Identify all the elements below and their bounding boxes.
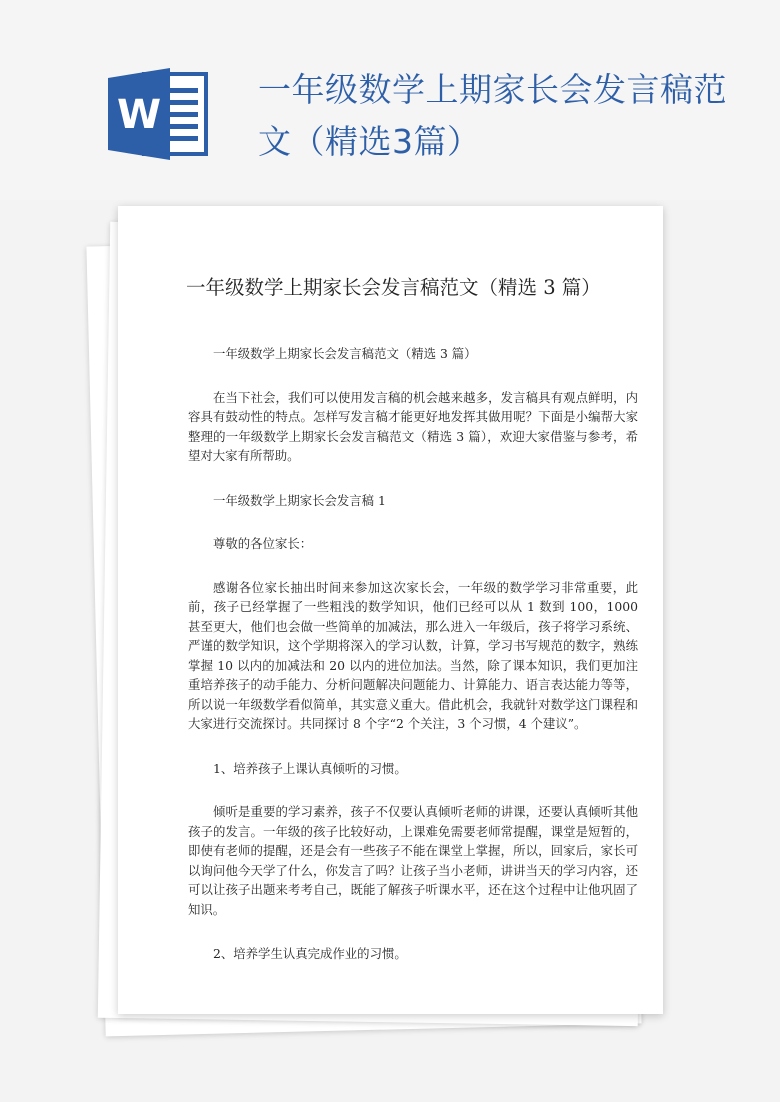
document-body xyxy=(188,344,638,988)
paragraph-point-heading: 1、培养孩子上课认真倾听的习惯。 xyxy=(213,760,407,776)
svg-text:W: W xyxy=(116,92,162,138)
paragraph-section-heading: 一年级数学上期家长会发言稿 1 xyxy=(213,492,386,508)
document-page xyxy=(118,206,663,1014)
paragraph-intro: 在当下社会，我们可以使用发言稿的机会越来越多，发言稿具有观点鲜明，内容具有鼓动性的特点。怎样写发言稿才能更好地发挥其做用呢？下面是小编帮大家整理的一年级数学上期家长会发言稿范文（精选 3 篇），欢迎大家借鉴与参考，希望对大家有所帮助。 xyxy=(188,389,638,463)
header-title: 一年级数学上期家长会发言稿范文（精选3篇） xyxy=(258,70,727,161)
header-bar xyxy=(0,0,780,200)
paragraph-body: 感谢各位家长抽出时间来参加这次家长会，一年级的数学学习非常重要，此前，孩子已经掌握了一些粗浅的数学知识，他们已经可以从 1 数到 100，1000 甚至更大，他们也会做一些简单的加减法，那么进入一年级后，孩子将学习系统、严谨的数学知识，这个学期将深入的学习认数，计算，学习书写规范的数字，熟练掌握 10 以内的加减法和 20 以内的进位加法。当然，除了课本知识，我们更加注重培养孩子的动手能力、分析问题解决问题能力、计算能力、语言表达能力等等，所以说一年级数学看似简单，其实意义重大。借此机会，我就针对数学这门课程和大家进行交流探讨。共同探讨 8 个字“2 个关注，3 个习惯，4 个建议”。 xyxy=(188,579,638,731)
paragraph-point-heading: 2、培养学生认真完成作业的习惯。 xyxy=(213,946,407,961)
paragraph-body: 倾听是重要的学习素养，孩子不仅要认真倾听老师的讲课，还要认真倾听其他孩子的发言。一年级的孩子比较好动，上课难免需要老师常提醒，课堂是短暂的，即使有老师的提醒，还是会有一些孩子不能在课堂上掌握，所以，回家后，家长可以询问他今天学了什么，你发言了吗？让孩子当小老师，讲讲当天的学习内容，还可以让孩子出题来考考自己，既能了解孩子听课水平，还在这个过程中让他巩固了知识。 xyxy=(188,804,638,917)
paragraph-salutation: 尊敬的各位家长： xyxy=(213,536,313,551)
document-title: 一年级数学上期家长会发言稿范文（精选 3 篇） xyxy=(186,276,601,299)
word-document-icon xyxy=(108,68,210,160)
paragraph-subtitle: 一年级数学上期家长会发言稿范文（精选 3 篇） xyxy=(213,346,477,361)
